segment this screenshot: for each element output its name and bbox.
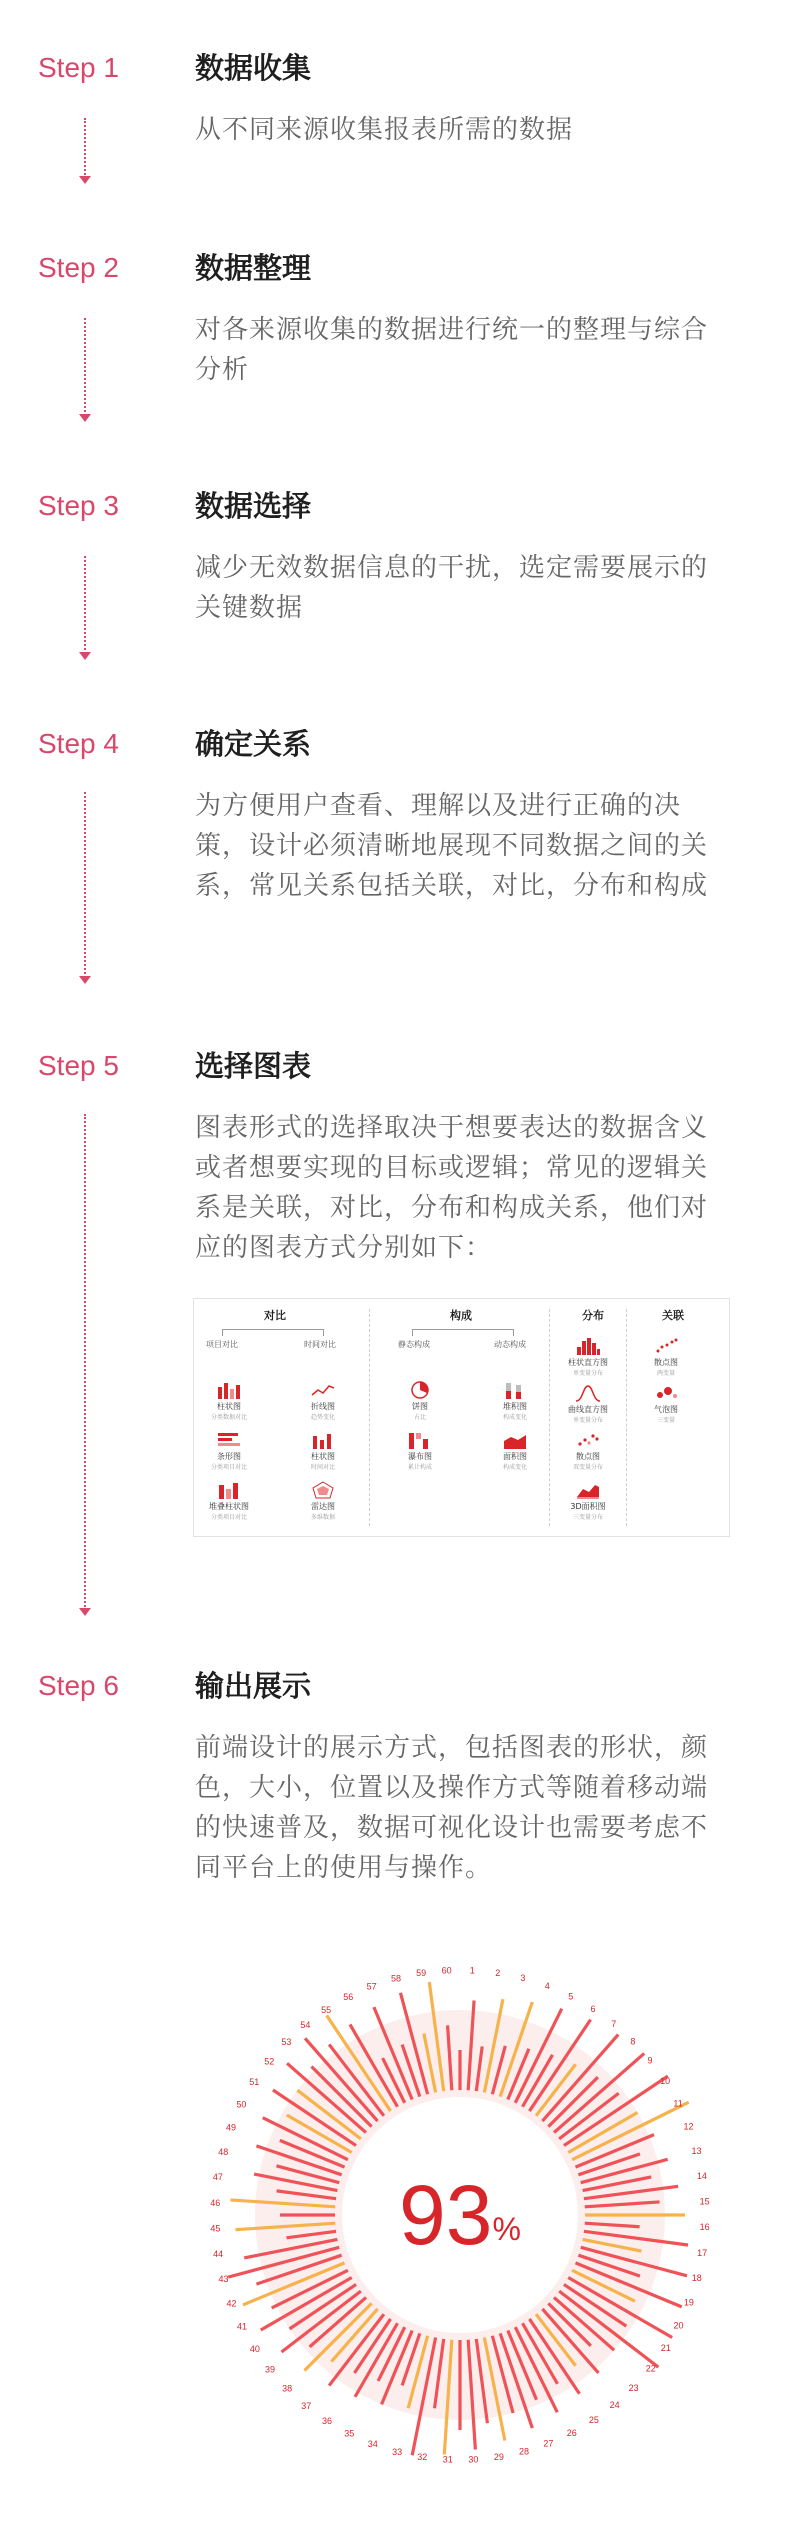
group-title-correlation: 关联: [662, 1309, 684, 1322]
bubble-chart-icon: [653, 1384, 679, 1402]
horizontal-bar-icon: [216, 1431, 242, 1449]
dial-tick-label: 9: [647, 2055, 653, 2066]
dial-tick-label: 17: [697, 2247, 708, 2258]
dial-tick-label: 46: [210, 2197, 221, 2208]
dial-tick-label: 33: [392, 2446, 403, 2457]
chart-desc: 构成变化: [502, 1464, 527, 1471]
dial-tick-label: 34: [367, 2438, 378, 2449]
radial-percentage-dial: [200, 1955, 720, 2475]
step-description: 前端设计的展示方式，包括图表的形状，颜色，大小，位置以及操作方式等随着移动端的快速普及，数据可视化设计也需要考虑不同平台上的使用与操作。: [195, 1733, 709, 1883]
tree-connector: [222, 1329, 324, 1336]
dial-tick-label: 40: [249, 2343, 260, 2354]
chart-name: 柱状图: [217, 1402, 241, 1411]
dial-tick-label: 41: [236, 2321, 247, 2332]
scatter-plot-icon: [575, 1431, 601, 1449]
chart-item: [557, 1337, 619, 1377]
scatter-plot-icon: [653, 1337, 679, 1355]
down-arrow-icon: [79, 1608, 91, 1616]
step-label: Step 3: [38, 490, 119, 521]
chart-name: 雷达图: [311, 1502, 335, 1511]
step-label: Step 4: [38, 728, 119, 759]
dial-tick-label: 16: [699, 2222, 710, 2233]
chart-desc: 分类项目对比: [210, 1464, 247, 1471]
chart-name: 散点图: [654, 1358, 678, 1367]
step-title: 确定关系: [195, 727, 312, 761]
chart-name: 气泡图: [654, 1405, 678, 1414]
chart-desc: 单变量分布: [572, 1370, 603, 1377]
dial-tick-label: 19: [683, 2297, 694, 2308]
dial-tick-label: 3: [520, 1973, 526, 1984]
dial-tick-label: 50: [236, 2099, 247, 2110]
tree-connector: [412, 1329, 514, 1336]
chart-item: [198, 1431, 260, 1471]
area-chart-icon: [502, 1431, 528, 1449]
step-label: Step 5: [38, 1050, 119, 1081]
subgroup-dynamic-compose: 动态构成: [494, 1340, 526, 1349]
curve-histogram-icon: [575, 1384, 601, 1402]
dial-tick-label: 58: [391, 1973, 402, 1984]
group-title-compare: 对比: [264, 1309, 286, 1322]
chart-name: 柱状图: [311, 1452, 335, 1461]
chart-name: 折线图: [311, 1402, 335, 1411]
chart-desc: 两变量: [656, 1370, 675, 1377]
subgroup-time-compare: 时间对比: [304, 1340, 336, 1349]
chart-item: [635, 1384, 697, 1424]
dial-tick-label: 35: [344, 2428, 355, 2439]
chart-desc: 三变量分布: [572, 1514, 603, 1521]
dial-tick-label: 15: [699, 2196, 710, 2207]
dial-tick-label: 25: [588, 2415, 599, 2426]
chart-name: 3D面积图: [570, 1502, 606, 1511]
dial-tick-label: 45: [210, 2223, 221, 2234]
group-title-distribution: 分布: [582, 1309, 604, 1322]
down-arrow-icon: [79, 414, 91, 422]
dial-tick-label: 6: [590, 2004, 596, 2015]
dial-tick-label: 48: [218, 2147, 229, 2158]
dial-tick-label: 4: [544, 1981, 550, 1992]
step-title: 数据整理: [195, 251, 312, 285]
dial-tick-label: 18: [691, 2272, 702, 2283]
chart-desc: 单变量分布: [572, 1417, 603, 1424]
dial-tick-label: 2: [495, 1967, 501, 1978]
dial-tick-label: 23: [628, 2382, 639, 2393]
dial-tick-label: 13: [691, 2146, 702, 2157]
chart-item: [389, 1431, 451, 1471]
dial-tick-label: 11: [673, 2098, 683, 2109]
dial-tick-label: 44: [213, 2248, 224, 2259]
dial-tick-label: 10: [660, 2076, 671, 2087]
step-connector: [84, 792, 86, 978]
3d-area-icon: [575, 1481, 601, 1499]
histogram-icon: [575, 1337, 601, 1355]
dial-tick-label: 14: [696, 2171, 707, 2182]
chart-desc: 双变量分布: [572, 1464, 603, 1471]
down-arrow-icon: [79, 652, 91, 660]
chart-name: 堆叠柱状图: [209, 1502, 249, 1511]
chart-desc: 分类项目对比: [210, 1514, 247, 1521]
dial-tick-label: 31: [442, 2454, 453, 2465]
stacked-bar-icon: [216, 1481, 242, 1499]
dial-tick-label: 5: [568, 1991, 574, 2002]
dial-tick-label: 7: [611, 2019, 617, 2030]
dial-tick-label: 57: [366, 1981, 377, 1992]
dial-tick-label: 59: [416, 1968, 427, 1979]
chart-item: [292, 1481, 354, 1521]
step-connector: [84, 118, 86, 178]
step-label: Step 1: [38, 52, 119, 83]
dial-tick-label: 52: [264, 2056, 275, 2067]
dial-value: 93: [399, 2168, 493, 2262]
dial-tick-label: 43: [218, 2273, 229, 2284]
dial-tick-label: 36: [322, 2415, 333, 2426]
dial-tick-label: 51: [249, 2077, 260, 2088]
dial-tick-label: 54: [300, 2019, 311, 2030]
chart-item: [292, 1431, 354, 1471]
step-description: 为方便用户查看、理解以及进行正确的决策，设计必须清晰地展现不同数据之间的关系，常见关系包括关联，对比，分布和构成: [195, 791, 709, 901]
chart-desc: 多维数据: [310, 1514, 335, 1521]
group-divider: [369, 1309, 370, 1526]
dial-tick-label: 42: [226, 2298, 237, 2309]
chart-desc: 累计构成: [407, 1464, 432, 1471]
chart-item: [635, 1337, 697, 1377]
dial-tick-label: 38: [282, 2383, 293, 2394]
column-chart-icon: [310, 1431, 336, 1449]
chart-desc: 占比: [413, 1414, 426, 1421]
chart-desc: 构成变化: [502, 1414, 527, 1421]
dial-tick-label: 21: [660, 2342, 671, 2353]
chart-item: [198, 1381, 260, 1421]
step-title: 数据选择: [195, 489, 312, 523]
group-title-compose: 构成: [450, 1309, 472, 1322]
dial-tick-label: 39: [264, 2364, 275, 2375]
dial-tick-label: 29: [493, 2451, 504, 2462]
chart-item: [484, 1381, 546, 1421]
dial-tick-label: 30: [468, 2454, 479, 2465]
dial-center: [342, 2097, 578, 2333]
chart-name: 柱状直方图: [568, 1358, 608, 1367]
step-description: 从不同来源收集报表所需的数据: [195, 115, 574, 145]
dial-tick-label: 1: [469, 1965, 475, 1976]
down-arrow-icon: [79, 976, 91, 984]
chart-desc: 三变量: [656, 1417, 675, 1424]
chart-item: [557, 1431, 619, 1471]
chart-name: 饼图: [412, 1402, 428, 1411]
dial-tick-label: 56: [343, 1991, 354, 2002]
chart-desc: 趋势变化: [310, 1414, 335, 1421]
step-connector: [84, 318, 86, 416]
dial-tick-label: 53: [281, 2037, 292, 2048]
chart-item: [389, 1381, 451, 1421]
dial-unit: %: [492, 2210, 521, 2247]
step-description: 减少无效数据信息的干扰，选定需要展示的关键数据: [195, 553, 709, 623]
chart-types-figure: [193, 1298, 730, 1537]
chart-item: [557, 1481, 619, 1521]
bar-chart-icon: [216, 1381, 242, 1399]
step-connector: [84, 1114, 86, 1610]
chart-name: 瀑布图: [408, 1452, 432, 1461]
group-divider: [549, 1309, 550, 1526]
step-label: Step 6: [38, 1670, 119, 1701]
dial-tick-label: 24: [609, 2400, 620, 2411]
radar-chart-icon: [310, 1481, 336, 1499]
step-title: 选择图表: [195, 1049, 312, 1083]
subgroup-static-compose: 静态构成: [398, 1340, 430, 1349]
chart-name: 堆积图: [503, 1402, 527, 1411]
dial-tick-label: 27: [543, 2438, 554, 2449]
dial-tick-label: 32: [417, 2452, 428, 2463]
step-description: 对各来源收集的数据进行统一的整理与综合分析: [195, 315, 709, 385]
down-arrow-icon: [79, 176, 91, 184]
chart-item: [292, 1381, 354, 1421]
dial-tick-label: 49: [226, 2122, 237, 2133]
step-label: Step 2: [38, 252, 119, 283]
dial-tick-label: 55: [321, 2004, 332, 2015]
chart-desc: 时间对比: [310, 1464, 335, 1471]
dial-tick-label: 47: [212, 2172, 223, 2183]
chart-name: 散点图: [576, 1452, 600, 1461]
chart-desc: 分类数据对比: [210, 1414, 247, 1421]
step-title: 数据收集: [195, 51, 312, 85]
dial-tick-label: 22: [645, 2363, 656, 2374]
pie-chart-icon: [407, 1381, 433, 1399]
chart-name: 曲线直方图: [568, 1405, 608, 1414]
chart-item: [198, 1481, 260, 1521]
waterfall-chart-icon: [407, 1431, 433, 1449]
subgroup-item-compare: 项目对比: [206, 1340, 238, 1349]
step-title: 输出展示: [195, 1669, 312, 1703]
dial-tick-label: 8: [630, 2036, 636, 2047]
group-divider: [626, 1309, 627, 1526]
chart-name: 条形图: [217, 1452, 241, 1461]
dial-tick-label: 12: [683, 2121, 694, 2132]
chart-item: [557, 1384, 619, 1424]
dial-tick-label: 37: [301, 2400, 312, 2411]
chart-item: [484, 1431, 546, 1471]
step-description: 图表形式的选择取决于想要表达的数据含义或者想要实现的目标或逻辑；常见的逻辑关系是关联，对比，分布和构成关系，他们对应的图表方式分别如下：: [195, 1113, 709, 1263]
dial-tick-label: 28: [518, 2446, 529, 2457]
line-chart-icon: [310, 1381, 336, 1399]
dial-tick-label: 26: [566, 2428, 577, 2439]
chart-name: 面积图: [503, 1452, 527, 1461]
stacked-column-icon: [502, 1381, 528, 1399]
dial-tick-label: 20: [673, 2320, 684, 2331]
step-connector: [84, 556, 86, 654]
dial-tick-label: 60: [441, 1965, 452, 1976]
